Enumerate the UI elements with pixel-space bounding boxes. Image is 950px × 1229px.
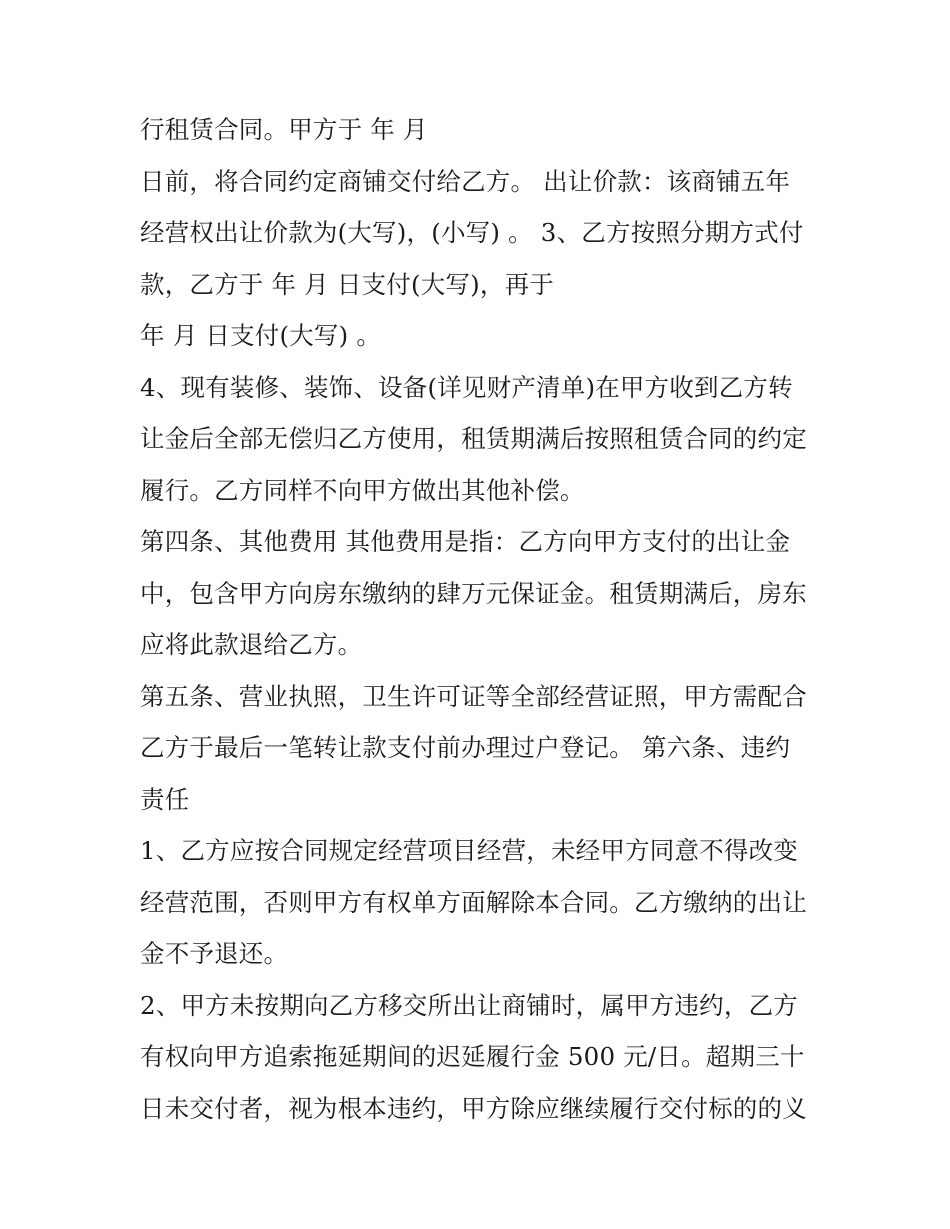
text-line: 履行。乙方同样不向甲方做出其他补偿。 <box>140 475 585 505</box>
text-line: 款，乙方于 年 月 日支付(大写)，再于 <box>140 269 554 299</box>
contract-text-block <box>140 104 820 1134</box>
text-line: 日未交付者，视为根本违约，甲方除应继续履行交付标的的义 <box>140 1093 807 1123</box>
text-line: 1、乙方应按合同规定经营项目经营，未经甲方同意不得改变 <box>140 836 798 865</box>
text-line: 责任 <box>140 784 190 814</box>
text-line: 经营权出让价款为(大写)，(小写) 。 3、乙方按照分期方式付 <box>140 218 804 247</box>
text-line: 2、甲方未按期向乙方移交所出让商铺时，属甲方违约，乙方 <box>140 990 798 1020</box>
text-line: 乙方于最后一笔转让款支付前办理过户登记。 第六条、违约 <box>140 733 791 762</box>
text-line: 第五条、营业执照，卫生许可证等全部经营证照，甲方需配合 <box>140 681 807 711</box>
text-line: 应将此款退给乙方。 <box>140 630 363 659</box>
text-line: 行租赁合同。甲方于 年 月 <box>140 115 428 144</box>
text-line: 日前，将合同约定商铺交付给乙方。 出让价款：该商铺五年 <box>140 166 791 196</box>
text-line: 让金后全部无偿归乙方使用，租赁期满后按照租赁合同的约定 <box>140 424 807 453</box>
text-line: 第四条、其他费用 其他费用是指：乙方向甲方支付的出让金 <box>140 527 791 556</box>
text-line: 年 月 日支付(大写) 。 <box>140 321 382 350</box>
text-line: 有权向甲方追索拖延期间的迟延履行金 500 元/日。超期三十 <box>140 1042 805 1071</box>
text-line: 4、现有装修、装饰、设备(详见财产清单)在甲方收到乙方转 <box>140 372 793 402</box>
text-line: 经营范围，否则甲方有权单方面解除本合同。乙方缴纳的出让 <box>140 887 807 917</box>
text-line: 中，包含甲方向房东缴纳的肆万元保证金。租赁期满后，房东 <box>140 578 807 608</box>
text-line: 金不予退还。 <box>140 939 289 968</box>
